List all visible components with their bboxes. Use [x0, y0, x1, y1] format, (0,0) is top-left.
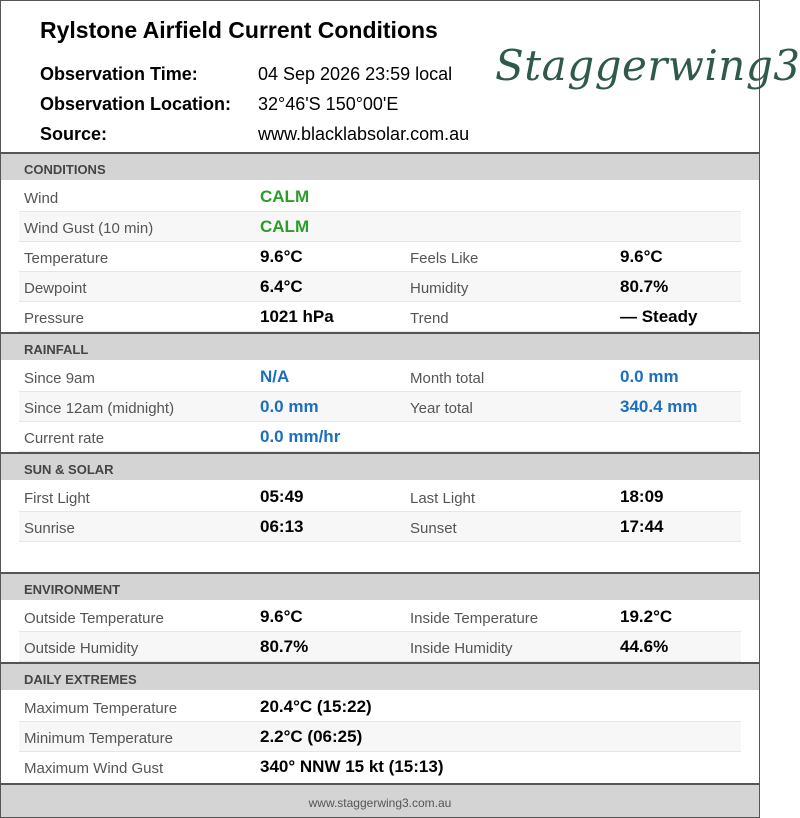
outside-humidity-label: Outside Humidity	[24, 640, 139, 657]
row-dewpoint	[19, 272, 741, 302]
trend-value: — Steady	[620, 307, 698, 326]
observation-location-value: 32°46'S 150°00'E	[258, 94, 399, 114]
row-sunrise	[19, 512, 741, 542]
inside-temperature-value: 19.2°C	[620, 607, 673, 626]
since-midnight-label: Since 12am (midnight)	[24, 400, 175, 417]
row-max-wind-gust	[19, 752, 741, 782]
sunset-label: Sunset	[410, 520, 457, 537]
section-heading: RAINFALL	[24, 342, 89, 357]
source-link[interactable]: www.blacklabsolar.com.au	[258, 124, 470, 144]
row-since-9am	[19, 362, 741, 392]
header	[1, 1, 800, 152]
row-temperatures	[19, 602, 741, 632]
page-title: Rylstone Airfield Current Conditions	[40, 17, 438, 43]
dewpoint-label: Dewpoint	[24, 280, 87, 297]
observation-time-label: Observation Time:	[40, 64, 198, 84]
section-heading: DAILY EXTREMES	[24, 672, 137, 687]
outside-humidity-value: 80.7%	[260, 637, 309, 656]
pressure-value: 1021 hPa	[260, 307, 334, 326]
dewpoint-value: 6.4°C	[260, 277, 303, 296]
sunrise-value: 06:13	[260, 517, 304, 536]
sunset-value: 17:44	[620, 517, 664, 536]
max-wind-gust-value: 340° NNW 15 kt (15:13)	[260, 757, 444, 776]
row-pressure	[19, 302, 741, 332]
section-sun-solar	[1, 452, 759, 480]
max-temperature-value: 20.4°C (15:22)	[260, 697, 372, 716]
min-temperature-value: 2.2°C (06:25)	[260, 727, 363, 746]
year-total-label: Year total	[410, 400, 473, 417]
temperature-label: Temperature	[24, 250, 109, 267]
staggerwing-logo: Staggerwing3	[495, 41, 800, 90]
humidity-value: 80.7%	[620, 277, 669, 296]
outside-temperature-label: Outside Temperature	[24, 610, 164, 627]
section-conditions	[1, 152, 759, 180]
row-min-temperature	[19, 722, 741, 752]
max-temperature-label: Maximum Temperature	[24, 700, 178, 717]
since-midnight-value: 0.0 mm	[260, 397, 319, 416]
first-light-value: 05:49	[260, 487, 304, 506]
wind-value: CALM	[260, 187, 310, 206]
temperature-value: 9.6°C	[260, 247, 303, 266]
first-light-label: First Light	[24, 490, 90, 507]
since-9am-value: N/A	[260, 367, 290, 386]
pressure-label: Pressure	[24, 310, 85, 327]
inside-humidity-value: 44.6%	[620, 637, 669, 656]
min-temperature-label: Minimum Temperature	[24, 730, 173, 747]
feels-like-value: 9.6°C	[620, 247, 663, 266]
row-current-rate	[19, 422, 741, 452]
trend-label: Trend	[410, 310, 449, 327]
section-heading: ENVIRONMENT	[24, 582, 121, 597]
wind-gust-label: Wind Gust (10 min)	[24, 220, 154, 237]
max-wind-gust-label: Maximum Wind Gust	[24, 760, 164, 777]
row-wind-gust	[19, 212, 741, 242]
month-total-label: Month total	[410, 370, 485, 387]
since-9am-label: Since 9am	[24, 370, 95, 387]
row-wind	[19, 182, 741, 212]
section-rainfall	[1, 332, 759, 360]
feels-like-label: Feels Like	[410, 250, 479, 267]
current-rate-label: Current rate	[24, 430, 105, 447]
source-label: Source:	[40, 124, 108, 144]
month-total-value: 0.0 mm	[620, 367, 679, 386]
row-empty	[19, 542, 741, 572]
last-light-value: 18:09	[620, 487, 664, 506]
footer-link[interactable]: www.staggerwing3.com.au	[308, 796, 452, 810]
section-daily-extremes	[1, 662, 759, 690]
row-max-temperature	[19, 692, 741, 722]
row-humidities	[19, 632, 741, 662]
year-total-value: 340.4 mm	[620, 397, 698, 416]
wind-gust-value: CALM	[260, 217, 310, 236]
inside-humidity-label: Inside Humidity	[410, 640, 513, 657]
row-temperature	[19, 242, 741, 272]
sunrise-label: Sunrise	[24, 520, 75, 537]
row-since-midnight	[19, 392, 741, 422]
section-environment	[1, 572, 759, 600]
wind-label: Wind	[24, 190, 59, 207]
observation-time-value: 04 Sep 2026 23:59 local	[258, 64, 453, 84]
humidity-label: Humidity	[410, 280, 469, 297]
section-heading: SUN & SOLAR	[24, 462, 114, 477]
inside-temperature-label: Inside Temperature	[410, 610, 539, 627]
observation-location-label: Observation Location:	[40, 94, 232, 114]
section-heading: CONDITIONS	[24, 162, 106, 177]
current-rate-value: 0.0 mm/hr	[260, 427, 341, 446]
outside-temperature-value: 9.6°C	[260, 607, 303, 626]
row-first-light	[19, 482, 741, 512]
footer	[1, 783, 759, 817]
last-light-label: Last Light	[410, 490, 476, 507]
